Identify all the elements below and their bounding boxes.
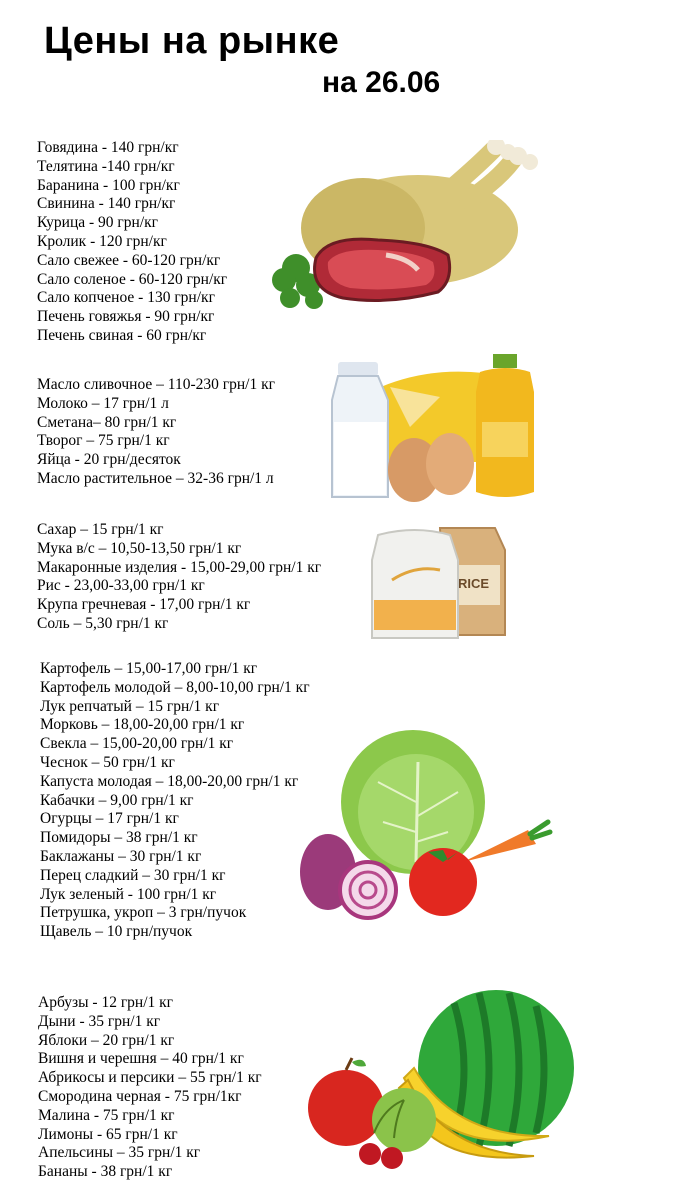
price-item: Картофель молодой – 8,00-10,00 грн/1 кг bbox=[40, 678, 310, 696]
price-item: Свинина - 140 грн/кг bbox=[37, 195, 176, 213]
price-item: Кабачки – 9,00 грн/1 кг bbox=[40, 791, 194, 809]
grocery-price-list bbox=[37, 521, 321, 634]
cabbage-onion-tomato-carrot-icon bbox=[298, 722, 553, 922]
price-item: Лимоны - 65 грн/1 кг bbox=[38, 1125, 178, 1143]
price-item: Масло растительное – 32-36 грн/1 л bbox=[37, 469, 274, 487]
price-item: Апельсины – 35 грн/1 кг bbox=[38, 1144, 201, 1162]
price-item: Печень свиная - 60 грн/кг bbox=[37, 326, 207, 344]
price-item: Абрикосы и персики – 55 грн/1 кг bbox=[38, 1069, 262, 1087]
price-item: Сало соленое - 60-120 грн/кг bbox=[37, 270, 228, 288]
milk-cheese-eggs-oil-icon bbox=[330, 352, 540, 512]
price-item: Баранина - 100 грн/кг bbox=[37, 176, 180, 194]
price-item: Баклажаны – 30 грн/1 кг bbox=[40, 847, 202, 865]
price-item: Картофель – 15,00-17,00 грн/1 кг bbox=[40, 660, 258, 677]
price-item: Яйца - 20 грн/десяток bbox=[37, 451, 181, 469]
price-item: Перец сладкий – 30 грн/1 кг bbox=[40, 866, 226, 884]
price-item: Петрушка, укроп – 3 грн/пучок bbox=[40, 904, 247, 922]
vegetables-price-list bbox=[40, 660, 310, 942]
price-item: Телятина -140 грн/кг bbox=[37, 157, 175, 175]
price-item: Помидоры – 38 грн/1 кг bbox=[40, 829, 198, 847]
price-item: Макаронные изделия - 15,00-29,00 грн/1 кг bbox=[37, 558, 322, 576]
price-item: Капуста молодая – 18,00-20,00 грн/1 кг bbox=[40, 772, 299, 790]
price-item: Чеснок – 50 грн/1 кг bbox=[40, 753, 175, 771]
price-item: Курица - 90 грн/кг bbox=[37, 214, 159, 232]
price-item: Крупа гречневая - 17,00 грн/1 кг bbox=[37, 596, 251, 614]
price-item: Рис - 23,00-33,00 грн/1 кг bbox=[37, 577, 205, 595]
price-item: Смородина черная - 75 грн/1кг bbox=[38, 1087, 242, 1105]
price-item: Мука в/с – 10,50-13,50 грн/1 кг bbox=[37, 539, 242, 557]
price-item: Сало свежее - 60-120 грн/кг bbox=[37, 251, 221, 269]
price-item: Свекла – 15,00-20,00 грн/1 кг bbox=[40, 735, 234, 753]
fruits-price-list bbox=[38, 994, 262, 1182]
price-item: Арбузы - 12 грн/1 кг bbox=[38, 994, 174, 1011]
price-item: Лук репчатый – 15 грн/1 кг bbox=[40, 697, 220, 715]
price-item: Бананы - 38 грн/1 кг bbox=[38, 1163, 173, 1181]
price-item: Печень говяжья - 90 грн/кг bbox=[37, 308, 215, 326]
price-item: Огурцы – 17 грн/1 кг bbox=[40, 810, 179, 828]
price-item: Щавель – 10 грн/пучок bbox=[40, 923, 193, 941]
chicken-and-steak-icon bbox=[268, 140, 568, 330]
flour-and-rice-sacks-icon bbox=[370, 520, 515, 645]
price-item: Соль – 5,30 грн/1 кг bbox=[37, 614, 169, 632]
price-item: Сало копченое - 130 грн/кг bbox=[37, 289, 215, 307]
price-item: Морковь – 18,00-20,00 грн/1 кг bbox=[40, 716, 245, 734]
price-item: Дыни - 35 грн/1 кг bbox=[38, 1012, 161, 1030]
price-item: Сметана– 80 грн/1 кг bbox=[37, 413, 177, 431]
meat-price-list bbox=[37, 139, 227, 346]
price-item: Творог – 75 грн/1 кг bbox=[37, 432, 170, 450]
dairy-price-list bbox=[37, 376, 275, 489]
price-item: Сахар – 15 грн/1 кг bbox=[37, 521, 164, 538]
date-subtitle: на 26.06 bbox=[322, 66, 441, 99]
price-item: Молоко – 17 грн/1 л bbox=[37, 394, 169, 412]
price-item: Малина - 75 грн/1 кг bbox=[38, 1106, 175, 1124]
watermelon-apple-banana-cherry-icon bbox=[304, 988, 576, 1178]
price-item: Яблоки – 20 грн/1 кг bbox=[38, 1031, 175, 1049]
price-item: Кролик - 120 грн/кг bbox=[37, 232, 167, 250]
price-item: Лук зеленый - 100 грн/1 кг bbox=[40, 885, 217, 903]
price-item: Вишня и черешня – 40 грн/1 кг bbox=[38, 1050, 244, 1068]
page-title: Цены на рынке bbox=[44, 20, 340, 62]
price-item: Масло сливочное – 110-230 грн/1 кг bbox=[37, 376, 275, 393]
rice-label: RICE bbox=[458, 576, 490, 591]
price-item: Говядина - 140 грн/кг bbox=[37, 139, 179, 156]
